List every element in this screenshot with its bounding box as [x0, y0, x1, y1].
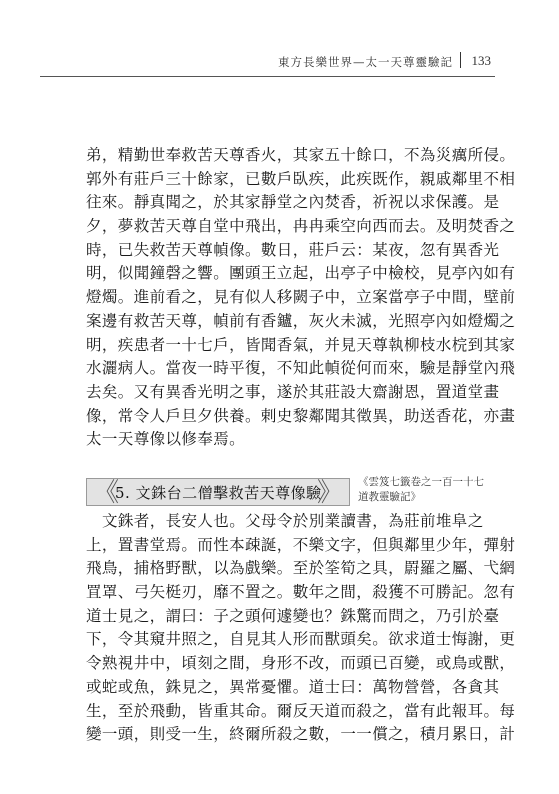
right-bracket-icon: 》: [316, 478, 343, 508]
header-separator: [460, 52, 462, 68]
text-line: 去矣。又有異香光明之事，遂於其莊設大齋謝恩，置道堂畫: [86, 382, 500, 401]
text-line: 令熟視井中，頃刻之間，身形不改，而頭已百變，或鳥或獸，: [86, 654, 516, 673]
paragraph-1: [86, 144, 516, 452]
text-line: 郭外有莊戶三十餘家，已數戶臥疾，此疾既作，親戚鄰里不相: [86, 169, 516, 188]
text-line: 案邊有救苦天尊，幀前有香鑪，灰火未滅，光照亭內如燈燭之: [86, 311, 516, 330]
text-line: 變一頭，則受一生，終爾所殺之數，一一償之，積月累日，計: [86, 725, 516, 744]
text-line: 往來。靜真聞之，於其家靜堂之內焚香，祈祝以求保護。是: [86, 193, 500, 212]
text-line: 燈燭。進前看之，見有似人移闕子中，立案當亭子中間，壁前: [86, 288, 516, 307]
source-line: 《雲笈七籤卷之一百一十七: [358, 476, 484, 488]
text-line: 明，疾患者一十七戶，皆聞香氣，并見天尊執柳枝水梡到其家: [86, 335, 516, 354]
text-line: 生，至於飛動，皆重其命。爾反天道而殺之，當有此報耳。每: [86, 701, 516, 720]
page-number: 133: [471, 53, 491, 68]
text-line: 上，置書堂焉。而性本疎誕，不樂文字，但與鄰里少年，彈射: [86, 535, 516, 554]
text-line: 明，似聞鐘磬之響。團頭王立起，出亭子中檢校，見亭內如有: [86, 264, 516, 283]
text-line: 像，常令人戶旦夕供養。剌史黎鄰聞其徵異，助送香花，亦畫: [86, 406, 516, 425]
section-source: [358, 475, 498, 505]
text-line: 下，令其窺井照之，自見其人形而獸頭矣。欲求道士悔謝，更: [86, 630, 516, 649]
paragraph-2: [86, 510, 516, 747]
text-line: 夕，夢救苦天尊自堂中飛出，冉冉乘空向西而去。及明焚香之: [86, 217, 516, 236]
text-line: 罝罩、弓矢梃刃，靡不置之。數年之間，殺獲不可勝記。忽有: [86, 583, 516, 602]
text-line: 弟，精勤世奉救苦天尊香火，其家五十餘口，不為災癘所侵。: [86, 146, 516, 164]
left-bracket-icon: 《: [93, 478, 120, 508]
text-line: 太一天尊像以修奉焉。: [86, 430, 246, 449]
section-title: 5. 文銖台二僧擊救苦天尊像驗: [115, 484, 322, 502]
header-title: 東方長樂世界—太一天尊靈驗記: [278, 55, 453, 69]
text-line: 飛鳥，捕格野獸，以為戲樂。至於筌筍之具，罻羅之屬、弋網: [86, 559, 516, 578]
text-line: 時，已失救苦天尊幀像。數日，莊戶云：某夜，忽有異香光: [86, 240, 500, 259]
running-header: [40, 50, 495, 77]
text-line: 道士見之，謂曰：子之頭何遽變也？銖驚而問之，乃引於臺: [86, 606, 500, 625]
section-heading: [86, 478, 516, 508]
text-line: 或蛇或魚，銖見之，異常憂懼。道士曰：萬物營營，各貪其: [86, 677, 500, 696]
text-line: 文銖者，長安人也。父母令於別業讀書，為莊前堆阜之: [102, 512, 484, 530]
source-line: 道教靈驗記》: [358, 491, 421, 503]
section-title-box: [86, 478, 350, 506]
text-line: 水灑病人。當夜一時平復，不知此幀從何而來，驗是靜堂內飛: [86, 359, 516, 378]
